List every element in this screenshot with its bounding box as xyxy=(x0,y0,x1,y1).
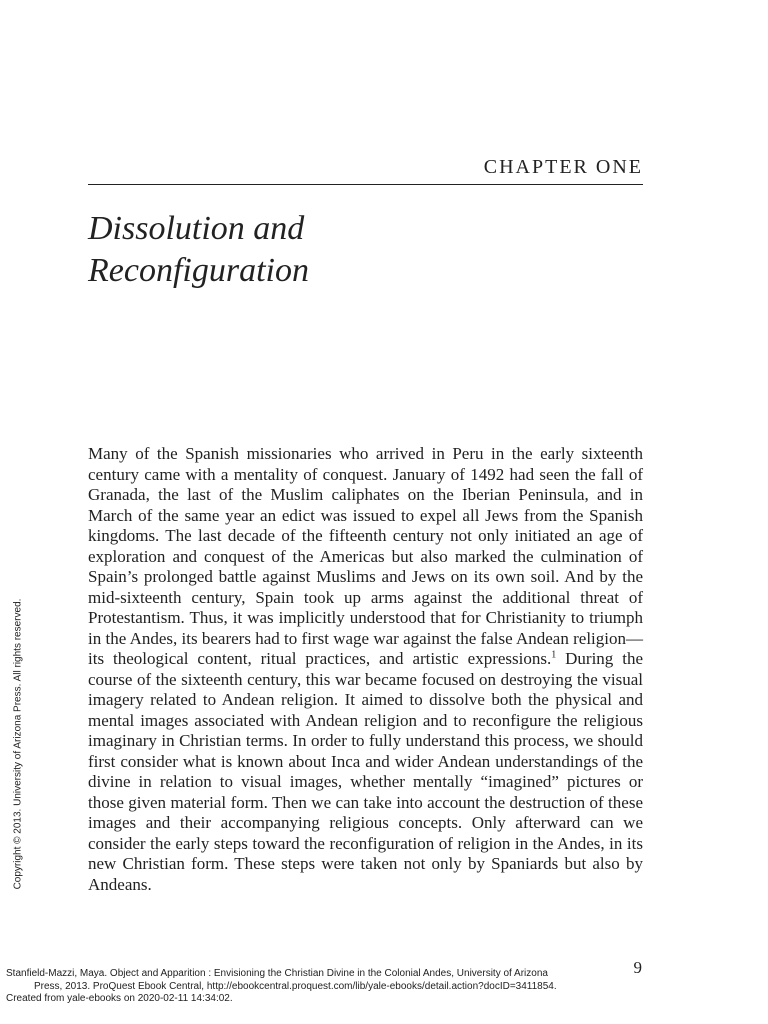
citation-line-2: Press, 2013. ProQuest Ebook Central, http://ebookcentral.proquest.com/lib/yale-ebooks/detail.action?docID=3411854. xyxy=(34,980,557,992)
page-number: 9 xyxy=(633,958,642,977)
copyright-notice: Copyright © 2013. University of Arizona Press. All rights reserved. xyxy=(12,598,24,890)
chapter-divider xyxy=(88,184,643,185)
body-paragraph xyxy=(88,444,643,895)
chapter-title-line-2: Reconfiguration xyxy=(88,252,309,289)
chapter-label: CHAPTER ONE xyxy=(483,156,643,178)
chapter-title-line-1: Dissolution and xyxy=(88,210,305,247)
citation-footer xyxy=(6,968,626,1006)
citation-line-1: Stanfield-Mazzi, Maya. Object and Apparition : Envisioning the Christian Divine in the Colonial Andes, University of Arizona xyxy=(6,968,548,979)
chapter-title xyxy=(88,208,643,292)
body-text-part-1: Many of the Spanish missionaries who arrived in Peru in the early sixteenth century came with a mentality of conquest. January of 1492 had seen the fall of Granada, the last of the Muslim caliphates on the Iberian Peninsula, and in March of the same year an edict was issued to expel all Jews from the Spanish kingdoms. The last decade of the fifteenth century not only initiated an age of exploration and conquest of the Americas but also marked the culmination of Spain’s prolonged battle against Muslims and Jews on its own soil. And by the mid-sixteenth century, Spain took up arms against the additional threat of Protestantism. Thus, it was implicitly understood that for Christianity to triumph in the Andes, its bearers had to first wage war against the false Andean religion—its theological content, ritual practices, and artistic expressions. xyxy=(88,444,643,668)
body-text-part-2: During the course of the sixteenth century, this war became focused on destroying the visual imagery related to Andean religion. It aimed to dissolve both the physical and mental images associated with Andean religion and to reconfigure the religious imaginary in Christian terms. In order to fully understand this process, we should first consider what is known about Inca and wider Andean understandings of the divine in relation to visual images, whether mentally “imagined” pictures or those given material form. Then we can take into account the destruction of these images and their accompanying religious concepts. Only afterward can we consider the early steps toward the reconfiguration of religion in the Andes, in its new Christian form. These steps were taken not only by Spaniards but also by Andeans. xyxy=(88,649,643,894)
citation-line-3: Created from yale-ebooks on 2020-02-11 14:34:02. xyxy=(6,993,233,1004)
footnote-ref[interactable]: 1 xyxy=(551,649,557,661)
